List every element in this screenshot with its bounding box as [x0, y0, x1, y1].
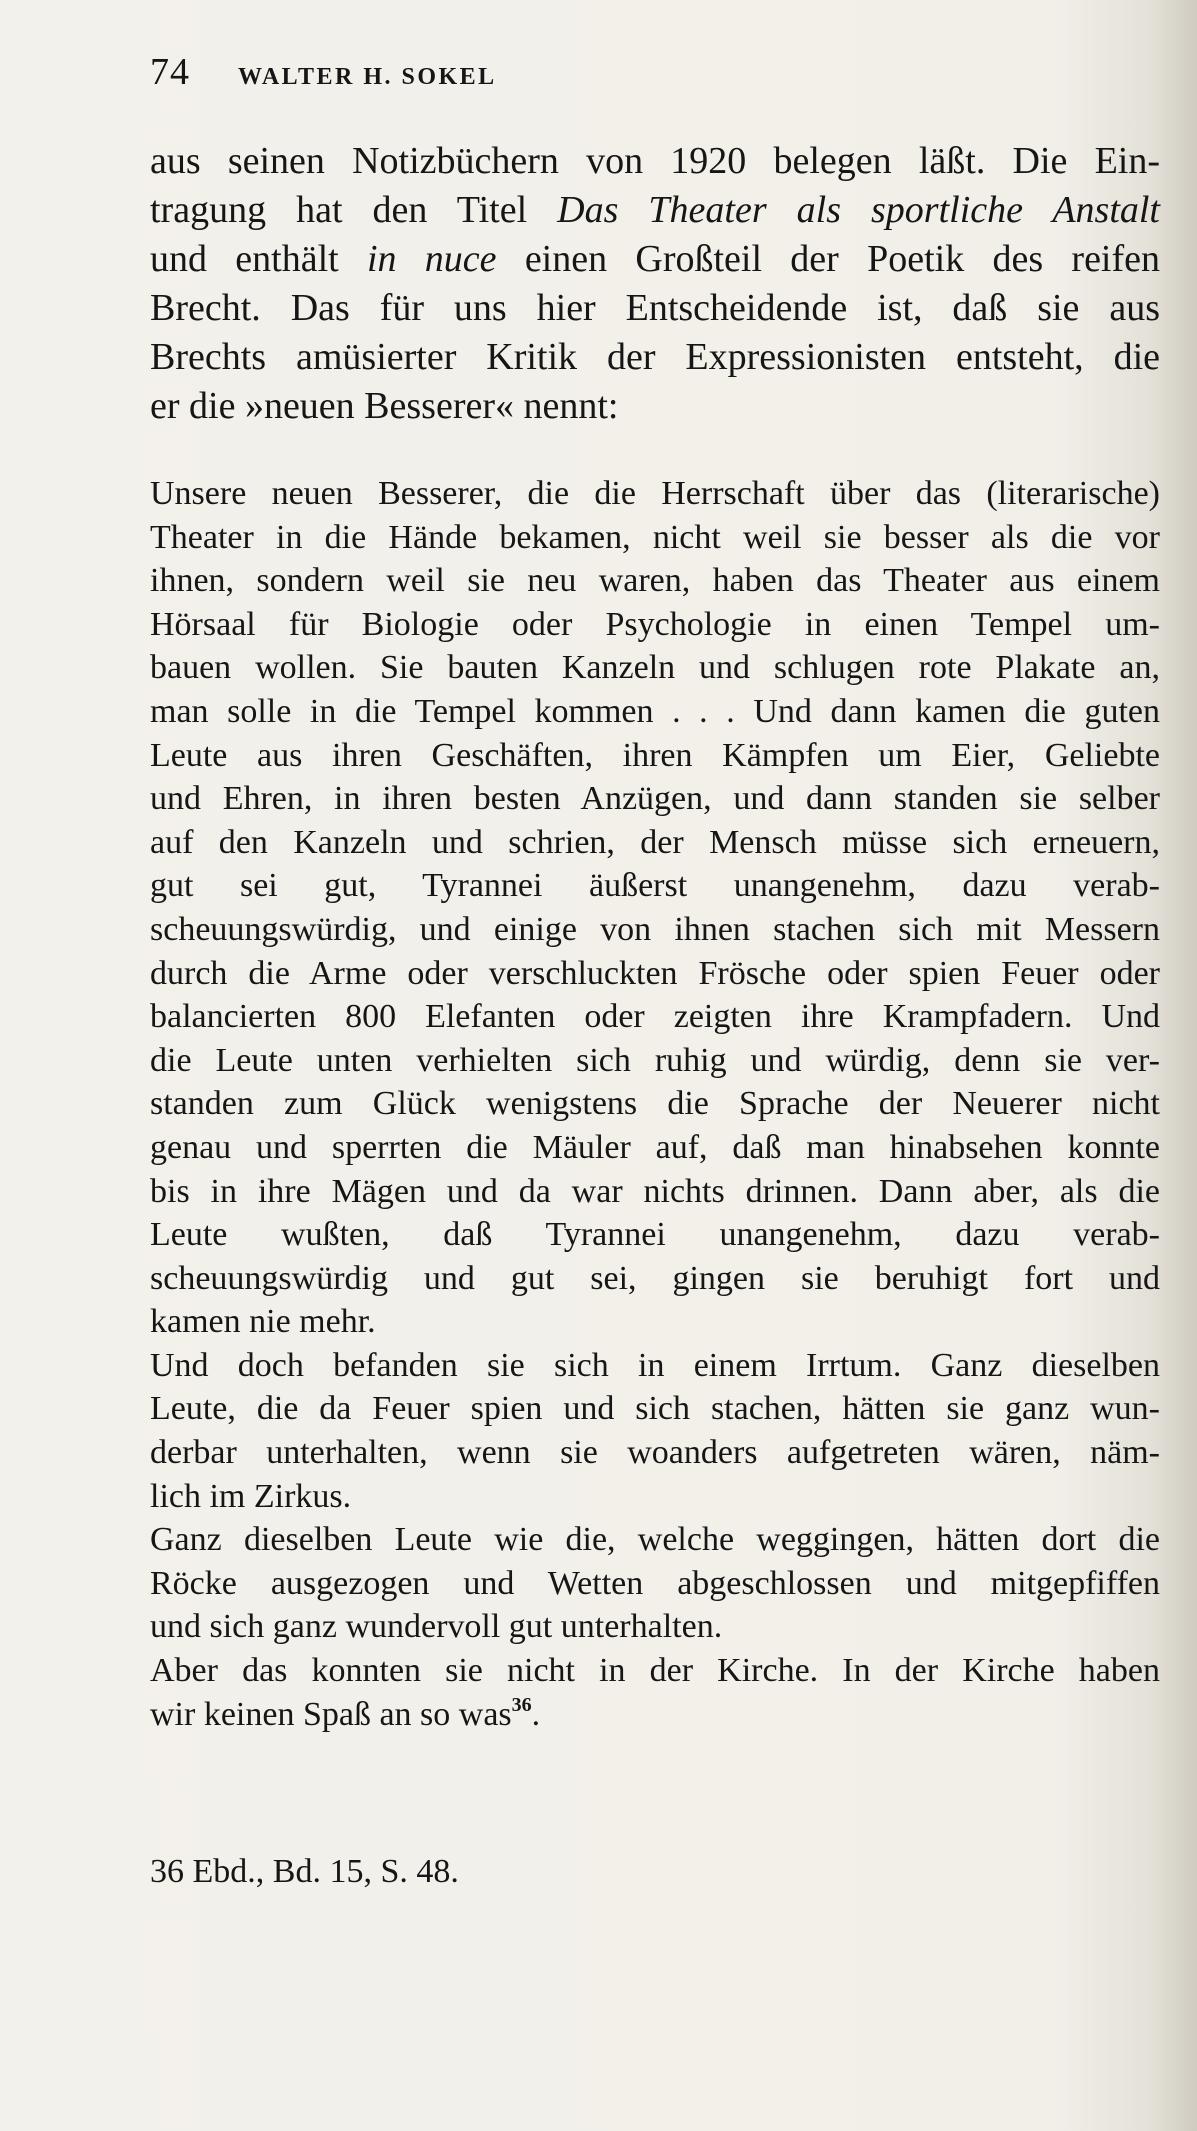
footnote: 36 Ebd., Bd. 15, S. 48.: [150, 1853, 459, 1890]
quote-line: standen zum Glück wenigstens die Sprache der Neuerer nicht: [150, 1085, 1160, 1123]
intro-text: und enthält: [150, 238, 367, 280]
quote-line: Leute wußten, daß Tyrannei unangenehm, dazu verab-: [150, 1216, 1160, 1254]
quote-line: Hörsaal für Biologie oder Psychologie in einen Tempel um-: [150, 605, 1160, 643]
page-header: [150, 50, 497, 98]
intro-text: tragung hat den Titel: [150, 189, 558, 231]
quote-line: Und doch befanden sie sich in einem Irrtum. Ganz dieselben: [150, 1346, 1160, 1384]
quote-line: die Leute unten verhielten sich ruhig und würdig, denn sie ver-: [150, 1041, 1160, 1079]
quote-line: gut sei gut, Tyrannei äußerst unangenehm, dazu verab-: [150, 867, 1160, 905]
quote-line: man solle in die Tempel kommen . . . Und dann kamen die guten: [150, 692, 1160, 730]
quote-line: derbar unterhalten, wenn sie woanders aufgetreten wären, näm-: [150, 1434, 1160, 1472]
quote-line: Röcke ausgezogen und Wetten abgeschlossen und mitgepfiffen: [150, 1564, 1160, 1602]
quote-line: Leute, die da Feuer spien und sich stachen, hätten sie ganz wun-: [150, 1390, 1160, 1428]
essay-title: Das Theater als sportliche Anstalt: [557, 189, 1160, 231]
quote-line: lich im Zirkus.: [150, 1477, 352, 1515]
intro-line: [150, 186, 1160, 235]
quote-line: Aber das konnten sie nicht in der Kirche. In der Kirche haben: [150, 1652, 1160, 1690]
quote-line: kamen nie mehr.: [150, 1303, 376, 1341]
quote-line: durch die Arme oder verschluckten Frösche oder spien Feuer oder: [150, 954, 1160, 992]
quote-line: ihnen, sondern weil sie neu waren, haben das Theater aus einem: [150, 562, 1160, 600]
footnote-marker[interactable]: 36: [511, 1693, 532, 1716]
quote-line: auf den Kanzeln und schrien, der Mensch müsse sich erneuern,: [150, 823, 1160, 861]
running-head: WALTER H. SOKEL: [238, 64, 497, 90]
quote-line: [150, 1693, 1160, 1737]
quote-line: Theater in die Hände bekamen, nicht weil sie besser als die vor: [150, 518, 1160, 556]
quote-line: bis in ihre Mägen und da war nichts drinnen. Dann aber, als die: [150, 1172, 1160, 1210]
quote-text: .: [531, 1695, 541, 1733]
quote-line: scheuungswürdig und gut sei, gingen sie beruhigt fort und: [150, 1259, 1160, 1297]
quote-line: Ganz dieselben Leute wie die, welche weggingen, hätten dort die: [150, 1521, 1160, 1559]
quote-line: Leute aus ihren Geschäften, ihren Kämpfen um Eier, Geliebte: [150, 736, 1160, 774]
quote-line: genau und sperrten die Mäuler auf, daß man hinabsehen konnte: [150, 1128, 1160, 1166]
quote-line: und sich ganz wundervoll gut unterhalten.: [150, 1608, 723, 1646]
intro-line: Brechts amüsierter Kritik der Expressionisten entsteht, die: [150, 336, 1160, 378]
intro-line: Brecht. Das für uns hier Entscheidende ist, daß sie aus: [150, 287, 1160, 329]
page-number: 74: [150, 51, 190, 93]
quote-text: wir keinen Spaß an so was: [150, 1695, 512, 1733]
intro-text: einen Großteil der Poetik des reifen: [496, 238, 1161, 280]
block-quote: [150, 472, 1160, 1736]
intro-line: er die »neuen Besserer« nennt:: [150, 385, 619, 427]
latin-phrase: in nuce: [366, 238, 497, 280]
intro-line: aus seinen Notizbüchern von 1920 belegen läßt. Die Ein-: [150, 140, 1160, 182]
quote-line: Unsere neuen Besserer, die die Herrschaft über das (literarische): [150, 475, 1160, 512]
quote-line: scheuungswürdig, und einige von ihnen stachen sich mit Messern: [150, 910, 1160, 948]
quote-line: bauen wollen. Sie bauten Kanzeln und schlugen rote Plakate an,: [150, 649, 1160, 687]
intro-line: [150, 235, 1160, 284]
quote-line: und Ehren, in ihren besten Anzügen, und dann standen sie selber: [150, 780, 1160, 818]
intro-paragraph: [150, 137, 1160, 431]
quote-line: balancierten 800 Elefanten oder zeigten ihre Krampfadern. Und: [150, 998, 1160, 1036]
